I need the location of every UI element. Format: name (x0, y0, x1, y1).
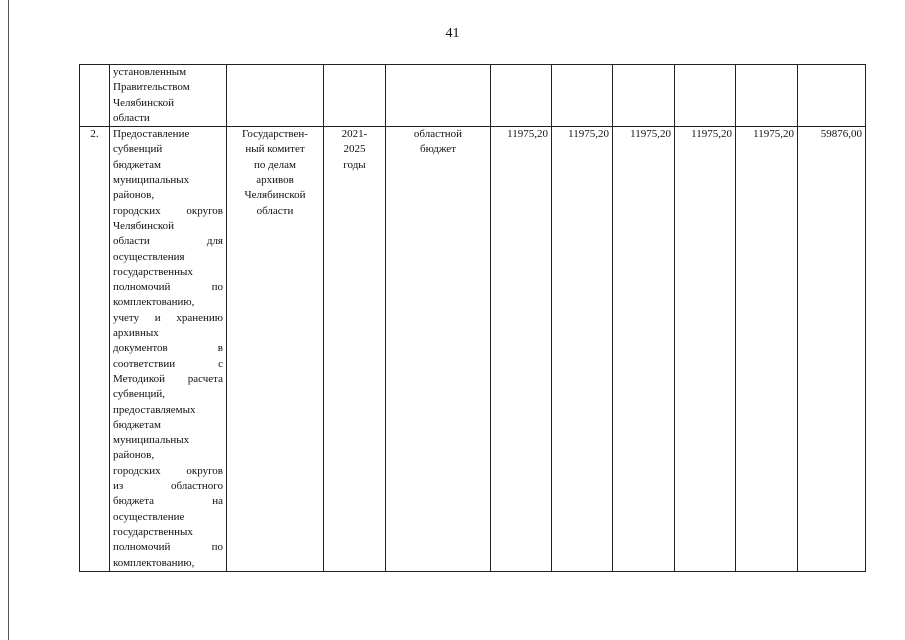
text-line: осуществления (113, 250, 185, 263)
text-line: субвенций (113, 143, 163, 156)
text-line: государственных (113, 525, 193, 538)
cell-value (736, 65, 798, 127)
text-line: муниципальных (113, 174, 190, 187)
text-line: Предоставление (113, 128, 190, 141)
text-line: ный комитет (245, 143, 305, 156)
text-line: полномочий по (113, 541, 223, 554)
cell-period (324, 127, 386, 572)
cell-source (386, 65, 491, 127)
text-line: Методикой расчета (113, 372, 223, 385)
text-line: бюджетам (113, 418, 161, 431)
text-line: бюджет (420, 143, 456, 156)
program-table (79, 64, 866, 572)
cell-total (798, 65, 866, 127)
table-row (80, 127, 866, 572)
cell-value (491, 65, 552, 127)
text-line: документов в (113, 342, 223, 355)
cell-value (675, 65, 736, 127)
text-line: годы (343, 158, 366, 171)
cell-number (80, 65, 110, 127)
text-line: городских округов (113, 204, 223, 217)
cell-value (613, 65, 675, 127)
text-line: по делам (254, 158, 296, 171)
text-line: Челябинской (113, 219, 175, 232)
cell-source (386, 127, 491, 572)
text-line: 2021- (341, 128, 368, 141)
text-line: Челябинской (244, 189, 306, 202)
row-number: 2. (80, 127, 110, 572)
text-line: бюджета на (113, 495, 223, 508)
text-line: полномочий по (113, 281, 223, 294)
cell-value-2023: 11975,20 (613, 127, 675, 572)
cell-value-2021: 11975,20 (491, 127, 552, 572)
text-line: бюджетам (113, 158, 161, 171)
text-line: архивов (256, 174, 294, 187)
text-line: Челябинской (113, 96, 175, 109)
cell-value-2024: 11975,20 (675, 127, 736, 572)
text-line: комплектованию, (113, 556, 195, 569)
cell-value-total: 59876,00 (798, 127, 866, 572)
text-line: комплектованию, (113, 296, 195, 309)
text-line: городских округов (113, 464, 223, 477)
text-line: районов, (113, 449, 155, 462)
cell-description (110, 127, 227, 572)
text-line: области для (113, 235, 223, 248)
text-line: из областного (113, 480, 223, 493)
cell-executor (227, 127, 324, 572)
text-line: учету и хранению (113, 311, 223, 324)
text-line: установленным (113, 66, 187, 78)
text-line: архивных (113, 327, 159, 340)
text-line: субвенций, (113, 388, 165, 401)
table-row-continuation (80, 65, 866, 127)
text-line: Правительством (113, 81, 190, 94)
cell-description (110, 65, 227, 127)
cell-value (552, 65, 613, 127)
text-line: области (256, 204, 294, 217)
text-line: Государствен- (242, 128, 308, 141)
text-line: области (113, 111, 150, 124)
page-number: 41 (445, 26, 460, 41)
text-line: предоставляемых (113, 403, 196, 416)
cell-value-2022: 11975,20 (552, 127, 613, 572)
text-line: районов, (113, 189, 155, 202)
text-line: государственных (113, 265, 193, 278)
text-line: муниципальных (113, 434, 190, 447)
text-line: соответствии с (113, 357, 223, 370)
cell-value-2025: 11975,20 (736, 127, 798, 572)
text-line: осуществление (113, 510, 185, 523)
text-line: областной (413, 128, 463, 141)
cell-executor (227, 65, 324, 127)
scan-edge-line (8, 0, 9, 640)
text-line: 2025 (343, 143, 366, 156)
cell-period (324, 65, 386, 127)
